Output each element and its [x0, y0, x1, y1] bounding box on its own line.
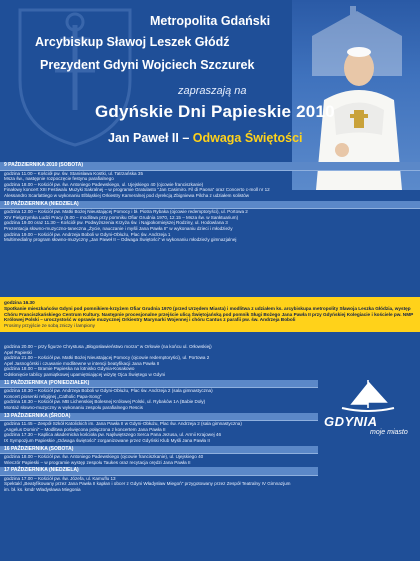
event-line: im. bł. ks. kmdr Władysława Miegonia	[4, 487, 81, 493]
day-header: 9 PAŹDZIERNIKA 2010 (SOBOTA)	[0, 162, 420, 171]
header-line-1: Metropolita Gdański	[150, 14, 271, 28]
event-line: godzina 17.30 – Kaplica akademicka kościoła pw. Najświętszego Serca Pana Jezusa, ul. Armii Krajowej 46	[4, 432, 222, 438]
highlight-text: Spotkanie mieszkańców Gdyni pod pomnikiem-krzyżem Ofiar Grudnia 1970 (przed Urzędem Miasta) i modlitwa z udziałem ks. arcybiskupa metropolity Sławoja Leszka Głódzia, występ Chóru Franciszkańskiego Centrum Kultury. Następnie procesjonalne przejście ulicą Świętojańską pod pomnik Sługi Bożego Jana Pawła II przy Gdyńskiej Kolegiacie i kościele pw. NMP Królowej Polski – uroczystość w oprawie muzycznej Orkiestry Marynarki Wojennej i chóru Cantus z parafii pw. św. Andrzeja Boboli	[4, 305, 414, 323]
event-line: Wieczór Papieski – w programie występ zespołu Taukes oraz recytacja orędzi Jana Pawła II	[4, 459, 191, 465]
event-line: godzina 17.00 – Kościół pw. św. Józefa, ul. Kamuflu 13	[4, 475, 116, 481]
gdynia-logo	[318, 378, 418, 434]
subtitle-part-a: Jan Paweł II –	[108, 131, 193, 145]
event-line: godzina 21.00 – Kościół pw. Matki Bożej Nieustającej Pomocy (ojcowie redemptoryści), ul. Portowa 2	[4, 355, 210, 361]
event-line: godzina 18.00 – Kościół pw. św. Antoniego Padewskiego, ul. Ujejskiego 40 (ojcowie franciszkanie)	[4, 181, 204, 187]
event-line: Apel Jasnogórski i czuwanie modlitewne w intencji beatyfikacji Jana Pawła II	[4, 360, 160, 366]
coat-of-arms-icon	[0, 0, 150, 150]
sailing-ship-icon	[338, 378, 398, 414]
event-line: godzina 20.00 – przy figurze Chrystusa „Błogosławieństwo morza" w Orłowie (na końcu ul. Orłowskiej)	[4, 344, 212, 349]
day-block	[0, 380, 318, 411]
schedule-part-2	[0, 344, 318, 495]
event-line: Prezentacja słowno-muzyczno-taneczna „Życie, nauczanie i myśli Jana Pawła II" w wykonaniu dzieci i młodzieży	[4, 225, 233, 231]
day-header: 16 PAŹDZIERNIKA (SOBOTA)	[0, 446, 318, 455]
day-block	[0, 344, 318, 378]
day-block	[0, 467, 318, 492]
event-line: Koncert piosenki religijnej „Catholic Papa-Song"	[4, 393, 102, 399]
highlight-note: Prosimy przyjście ze sobą zniczy i lampiony	[4, 323, 95, 329]
logo-word: GDYNIA	[324, 414, 378, 429]
day-block	[0, 162, 420, 199]
event-line: Alessandro Scarlattiego w wykonaniu Elbląskiej Orkiestry Kameralnej pod dyrekcją Zbigniewa Pilcha z udziałem solistów	[4, 192, 250, 198]
event-line: godzina 11.00 – Kościół pw. św. Stanisława Kostki, ul. Tatrzańska 35	[4, 170, 143, 176]
event-line: godzina 11.45 – Zespół Szkół Katolickich im. Jana Pawła II w Gdyni-Obłużu, Plac św. Andrzeja 2 (sala gimnastyczna)	[4, 421, 242, 427]
event-line: Apel Papieski	[4, 349, 32, 355]
day-header: 10 PAŹDZIERNIKA (NIEDZIELA)	[0, 201, 420, 210]
day-block	[0, 446, 318, 466]
event-line: Multimedialny program słowno-muzyczny „Jan Paweł II – Odwaga Świętości" w wykonaniu młodzieży gimnazjalnej	[4, 237, 237, 243]
event-line: godzina 19.00 oraz 11.30 – Kościół pw. Podwyższenia Krzyża św. i Najpokorniejszej Rodziny, ul. Hodowlana 3	[4, 220, 228, 226]
event-line: godzina 12.00 – Kościół pw. Matki Bożej Nieustającej Pomocy i bł. Piotra Rybaka (ojcowie redemptoryści), ul. Portowa 2	[4, 209, 248, 215]
event-line: godzina 18.30 – Kościół pw. MB Lichenskiej Bolesnej Królowej Polski, ul. Rybaków 1A (Babie Doły)	[4, 399, 206, 405]
day-block	[0, 201, 420, 243]
page-title: Gdyńskie Dni Papieskie 2010	[95, 102, 335, 121]
event-line: Finałowy koncert XIII Festiwalu Muzyki Sakralnej – w programie Gratulasto "Jan Casimiro. Fil di Paona" oraz Concerto c-moll nr 12	[4, 187, 270, 193]
header-line-3: Prezydent Gdyni Wojciech Szczurek	[40, 58, 255, 72]
highlight-box	[0, 297, 420, 332]
event-line: Msza św., następnie rozpoczęcie festynu parafialnego	[4, 176, 114, 182]
page-subtitle	[108, 131, 303, 145]
subtitle-part-b: Odwaga Świętości	[192, 131, 303, 145]
event-line: Odsłonięcie tablicy pamiątkowej upamiętniającej wizytę Ojca Świętego w Gdyni	[4, 371, 166, 377]
event-line: IX Sympozjum Papieskie „Odwaga świętości" zorganizowane przez Gdyński Klub Myśli Jana Pawła II	[4, 437, 210, 443]
day-block	[0, 413, 318, 444]
event-line: godzina 18.30 – Kościół pw. Andrzeja Boboli w Gdyni-Obłużu, Plac św. Andrzeja 2 (sala gimnastyczna)	[4, 388, 213, 394]
event-line: Spektakl „Beatyfikowany przez Jana Pawła II kapłan i obcer z Gdyni Władysław Miegoń" przygotowany przez Zespół Teatralny IV Gimnazjum	[4, 481, 291, 487]
event-line: „Angelus Domini" – Modlitwa poświęcona połączona z koncertem Jana Pawła II	[4, 426, 166, 432]
schedule-part-1	[0, 162, 420, 245]
invite-text: zapraszają na	[178, 85, 247, 97]
highlight-time: godzina 16.30	[4, 300, 35, 305]
event-line: godzina 18.00 – Bramie Papieska na lotnisko Gdynia-Kosakowo	[4, 366, 135, 372]
event-line: godzina 18.00 – Kościół pw. św. Antoniego Padewskiego (ojcowie franciszkanie), ul. Ujejskiego 40	[4, 454, 204, 460]
event-line: godzina 19.00 – Kościół pw. Andrzeja Boboli w Gdyni-Obłużu, Plac św. Andrzeja 1	[4, 231, 171, 237]
day-header: 13 PAŹDZIERNIKA (ŚRODA)	[0, 413, 318, 422]
event-line: Montaż słowno-muzyczny w wykonaniu zespołu parafialnego Rescis	[4, 404, 143, 410]
day-header: 17 PAŹDZIERNIKA (NIEDZIELA)	[0, 467, 318, 476]
event-line: XIV Pielgrzymka Ludzi Pracy (9.00 – modlitwa przy pomniku Ofiar Grudnia 1970, 12.15 – Msza św. w Sanktuarium)	[4, 214, 239, 220]
header-line-2: Arcybiskup Sławoj Leszek Głódź	[35, 35, 230, 49]
day-header: 11 PAŹDZIERNIKA (PONIEDZIAŁEK)	[0, 380, 318, 389]
logo-tagline: moje miasto	[370, 429, 408, 436]
